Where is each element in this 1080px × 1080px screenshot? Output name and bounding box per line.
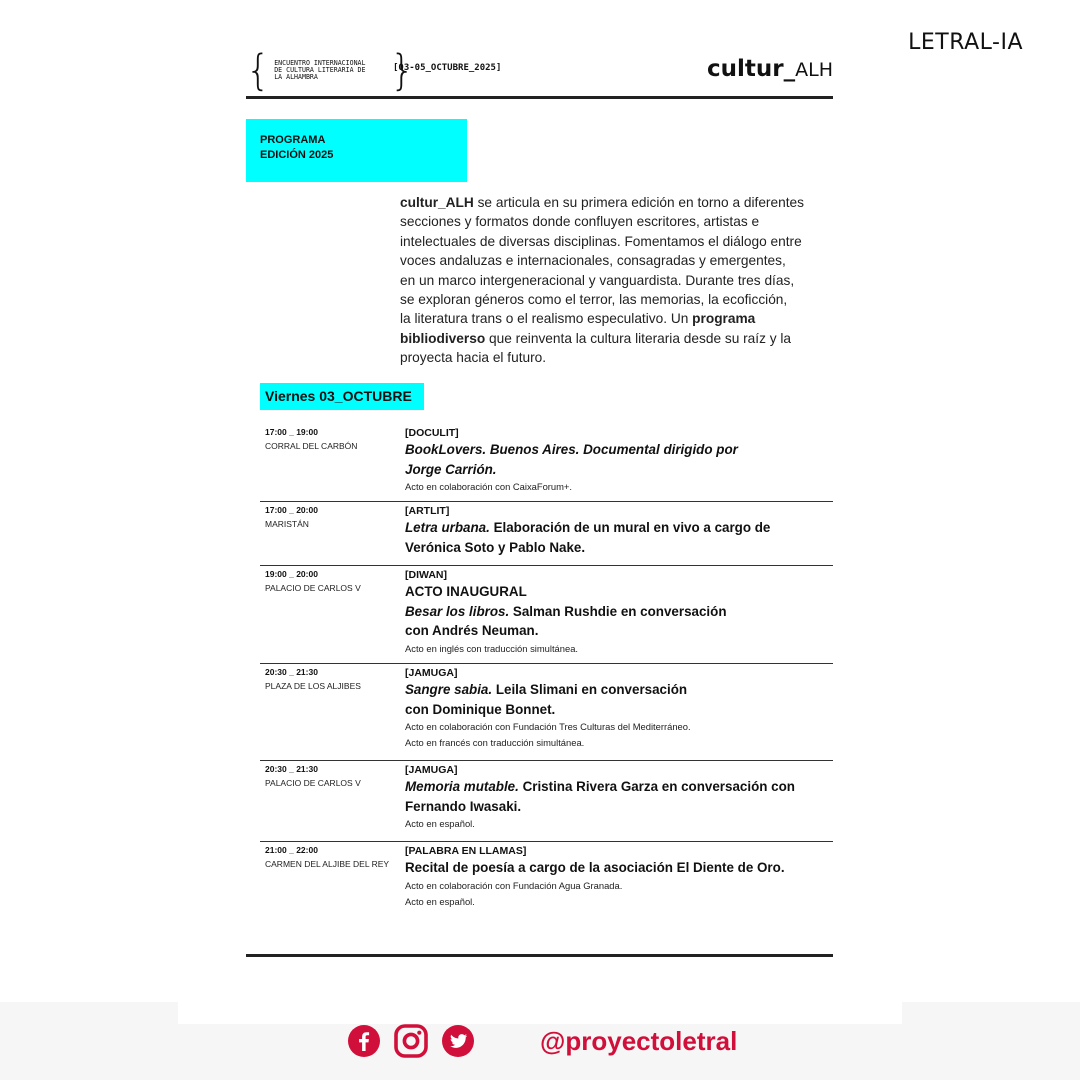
- intro-text: intelectuales de diversas disciplinas. Fomentamos el diálogo entre: [400, 233, 802, 249]
- social-icons: [347, 1024, 488, 1058]
- logo-bold: cultur_: [707, 56, 796, 82]
- intro-text: voces andaluzas e internacionales, consagradas y emergentes,: [400, 253, 786, 269]
- event-title-line: [405, 582, 835, 602]
- event-section: [DIWAN]: [405, 569, 447, 581]
- intro-line: [400, 212, 840, 231]
- intro-line: [400, 193, 840, 212]
- twitter-icon[interactable]: [441, 1024, 475, 1058]
- festival-name: [270, 60, 390, 81]
- event-row: [260, 761, 833, 842]
- day-heading-text: Viernes 03_OCTUBRE: [265, 388, 412, 404]
- event-title-italic: Memoria mutable.: [405, 779, 519, 794]
- event-title-text: Leila Slimani en conversación: [492, 682, 688, 697]
- event-venue: MARISTÁN: [265, 519, 309, 529]
- logo-light: ALH: [795, 59, 833, 81]
- event-details: [405, 568, 835, 657]
- intro-line: [400, 290, 840, 309]
- events-list: [260, 424, 833, 922]
- event-time: 19:00 _ 20:00: [265, 569, 318, 579]
- program-label: PROGRAMA: [260, 134, 326, 146]
- event-details: [405, 666, 835, 751]
- intro-paragraph: [400, 193, 840, 368]
- event-title-text: Salman Rushdie en conversación: [509, 603, 727, 619]
- event-title-italic: Besar los libros.: [405, 603, 510, 619]
- intro-line: [400, 348, 840, 367]
- event-details: [405, 763, 835, 832]
- cultur-alh-logo: [707, 56, 833, 82]
- event-section: [JAMUGA]: [405, 764, 458, 776]
- edition-label: EDICIÓN 2025: [260, 149, 334, 161]
- program-label-box: [246, 119, 467, 182]
- intro-line: [400, 251, 840, 270]
- event-note: Acto en colaboración con Fundación Agua Granada.: [405, 879, 623, 891]
- intro-line: [400, 329, 840, 348]
- event-title-line: [405, 700, 835, 720]
- event-note: Acto en español.: [405, 818, 475, 829]
- festival-name-line: ENCUENTRO INTERNACIONAL: [274, 58, 366, 67]
- event-row: [260, 424, 833, 502]
- instagram-icon[interactable]: [394, 1024, 428, 1058]
- intro-text: se exploran géneros como el terror, las memorias, la ecoficción,: [400, 292, 788, 308]
- event-details: [405, 504, 835, 557]
- event-note: Acto en colaboración con CaixaForum+.: [405, 481, 573, 492]
- event-details: [405, 844, 835, 910]
- event-title-text: Elaboración de un mural en vivo a cargo de: [489, 520, 771, 535]
- event-title-line: [405, 460, 835, 480]
- intro-bold: cultur_ALH: [400, 195, 474, 210]
- intro-text: que reinventa la cultura literaria desde su raíz y la: [485, 330, 792, 346]
- event-note: Acto en español.: [405, 895, 475, 907]
- event-title-line: [405, 797, 835, 817]
- left-brace: {: [246, 45, 271, 95]
- event-title-text: con Andrés Neuman.: [405, 623, 539, 638]
- intro-line: [400, 232, 840, 251]
- intro-bold: programa: [692, 311, 756, 327]
- intro-text: secciones y formatos donde confluyen escritores, artistas e: [400, 214, 760, 230]
- event-time: 20:30 _ 21:30: [265, 764, 318, 774]
- event-row: [260, 566, 833, 664]
- intro-bold: bibliodiverso: [400, 330, 486, 346]
- event-details: [405, 426, 835, 495]
- event-venue: CORRAL DEL CARBÓN: [265, 441, 358, 451]
- event-venue: PALACIO DE CARLOS V: [265, 778, 361, 788]
- festival-name-line: DE CULTURA LITERARIA DE: [274, 65, 366, 74]
- brand-logo: LETRAL-IA: [908, 30, 1023, 55]
- event-title-line: [405, 440, 835, 460]
- event-section: [JAMUGA]: [405, 667, 458, 679]
- event-title-italic: Jorge Carrión.: [405, 461, 497, 477]
- event-title-italic: Letra urbana.: [405, 520, 490, 535]
- facebook-icon[interactable]: [347, 1024, 381, 1058]
- event-title-line: [405, 777, 835, 797]
- intro-text: proyecta hacia el futuro.: [400, 350, 547, 366]
- event-venue: PALACIO DE CARLOS V: [265, 583, 361, 593]
- event-time: 21:00 _ 22:00: [265, 845, 318, 855]
- day-heading: [260, 383, 424, 410]
- event-row: [260, 664, 833, 761]
- event-time: 17:00 _ 20:00: [265, 505, 318, 515]
- festival-dates: [03-05_OCTUBRE_2025]: [393, 63, 502, 73]
- event-note: Acto en francés con traducción simultánea.: [405, 737, 585, 748]
- event-time: 20:30 _ 21:30: [265, 667, 318, 677]
- event-title-line: [405, 538, 835, 558]
- event-row: [260, 842, 833, 922]
- event-venue: CARMEN DEL ALJIBE DEL REY: [265, 859, 390, 869]
- event-title-italic: BookLovers. Buenos Aires. Documental dirigido por: [405, 442, 738, 457]
- event-title-text: Fernando Iwasaki.: [405, 798, 522, 814]
- event-title-text: Verónica Soto y Pablo Nake.: [405, 539, 586, 555]
- event-section: [ARTLIT]: [405, 505, 450, 517]
- intro-text: la literatura trans o el realismo especulativo. Un: [400, 311, 693, 327]
- event-title-text: Recital de poesía a cargo de la asociación El Diente de Oro.: [405, 860, 785, 875]
- event-title-text: Cristina Rivera Garza en conversación con: [518, 779, 795, 794]
- event-time: 17:00 _ 19:00: [265, 427, 318, 437]
- event-title-italic: Sangre sabia.: [405, 682, 493, 697]
- event-section: [DOCULIT]: [405, 427, 459, 439]
- event-title-line: [405, 858, 835, 878]
- intro-text: se articula en su primera edición en torno a diferentes: [473, 195, 804, 210]
- document-bottom-rule: [246, 954, 833, 957]
- event-row: [260, 502, 833, 566]
- event-title-line: [405, 518, 835, 538]
- intro-line: [400, 271, 840, 290]
- social-handle[interactable]: @proyectoletral: [540, 1026, 738, 1056]
- event-section: [PALABRA EN LLAMAS]: [405, 845, 527, 857]
- event-note: Acto en inglés con traducción simultánea.: [405, 642, 579, 654]
- event-note: Acto en colaboración con Fundación Tres Culturas del Mediterráneo.: [405, 721, 691, 732]
- event-title-line: [405, 602, 835, 622]
- event-title-text: ACTO INAUGURAL: [405, 584, 527, 599]
- event-venue: PLAZA DE LOS ALJIBES: [265, 681, 361, 691]
- event-title-text: con Dominique Bonnet.: [405, 701, 556, 717]
- document-header: [246, 45, 833, 99]
- festival-name-line: LA ALHAMBRA: [274, 72, 318, 81]
- intro-text: en un marco intergeneracional y vanguardista. Durante tres días,: [400, 272, 795, 288]
- event-title-line: [405, 680, 835, 700]
- festival-block: [246, 45, 415, 95]
- intro-line: [400, 309, 840, 328]
- event-title-line: [405, 621, 835, 641]
- right-brace: }: [390, 45, 415, 95]
